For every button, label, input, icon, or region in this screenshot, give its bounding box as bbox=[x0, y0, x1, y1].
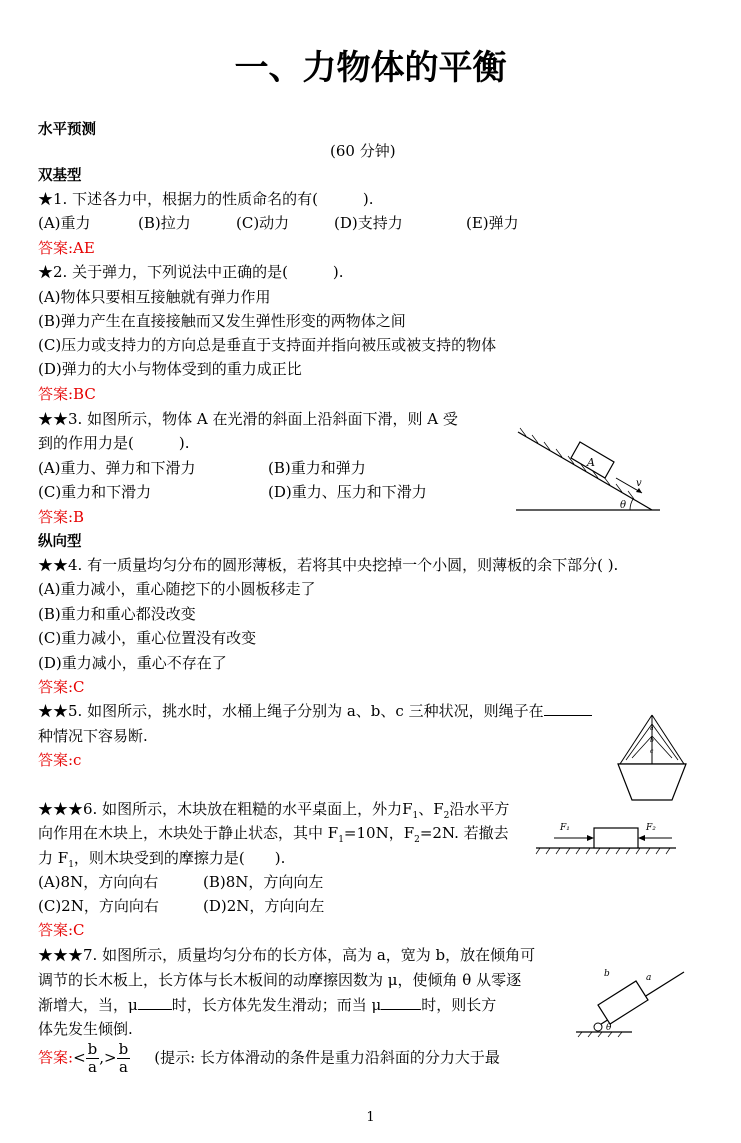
block-label-f2: F₂ bbox=[646, 823, 656, 833]
q2-stem: ★2. 关于弹力，下列说法中正确的是( ). bbox=[38, 263, 344, 281]
q3-option-d: (D)重力、压力和下滑力 bbox=[268, 483, 427, 501]
bucket-label-a: a bbox=[650, 725, 654, 732]
q7-stem-line2: 调节的长木板上，长方体与长木板间的动摩擦因数为 μ，使倾角 θ 从零逐 bbox=[38, 971, 522, 989]
q4-option-d: (D)重力减小，重心不存在了 bbox=[38, 654, 227, 672]
section-level-heading: 水平预测 bbox=[38, 122, 96, 138]
q5-stem-text: ★★5. 如图所示，挑水时，水桶上绳子分别为 a、b、c 三种状况，则绳子在 bbox=[38, 702, 544, 720]
block-incline-label-b: b bbox=[604, 969, 610, 979]
q7-comma: , bbox=[99, 1048, 105, 1067]
q7-stem3-c: 时，则长方 bbox=[421, 996, 497, 1014]
q6-stem-line2 bbox=[38, 822, 509, 845]
q6-option-b: (B)8N，方向向左 bbox=[203, 873, 324, 891]
q7-stem3-a: 渐增大，当，μ bbox=[38, 996, 138, 1014]
q6-sub-1b: 1 bbox=[338, 835, 344, 845]
q7-hint: (提示: 长方体滑动的条件是重力沿斜面的分力大于最 bbox=[154, 1048, 500, 1067]
q5-answer: 答案:c bbox=[38, 751, 82, 769]
q4-answer: 答案:C bbox=[38, 678, 85, 696]
block-incline-figure bbox=[572, 960, 690, 1040]
q6-stem2-b: =10N，F bbox=[343, 824, 415, 842]
q2-option-b: (B)弹力产生在直接接触而又发生弹性形变的两物体之间 bbox=[38, 312, 406, 330]
bucket-label-c: c bbox=[650, 748, 654, 755]
q3-answer: 答案:B bbox=[38, 508, 85, 526]
block-incline-label-theta: θ bbox=[606, 1023, 612, 1033]
q6-stem3-b: ，则木块受到的摩擦力是( ). bbox=[73, 849, 286, 867]
incline-label-v: v bbox=[636, 478, 642, 489]
bucket-label-b: b bbox=[650, 737, 654, 744]
q2-option-d: (D)弹力的大小与物体受到的重力成正比 bbox=[38, 360, 302, 378]
q7-fraction-1 bbox=[86, 1041, 100, 1076]
q6-sub-1c: 1 bbox=[68, 860, 74, 870]
q6-stem1-c: 沿水平方 bbox=[449, 800, 510, 818]
block-forces-figure bbox=[534, 812, 678, 856]
q1-answer: 答案:AE bbox=[38, 239, 95, 257]
q6-stem2-c: =2N. 若撤去 bbox=[419, 824, 509, 842]
q7-frac2-den: a bbox=[118, 1058, 128, 1076]
q7-blank-1 bbox=[138, 1008, 172, 1010]
time-limit: (60 分钟) bbox=[330, 142, 396, 160]
q7-blank-2 bbox=[381, 1008, 421, 1010]
q1-stem: ★1. 下述各力中，根据力的性质命名的有( ). bbox=[38, 190, 374, 208]
q7-stem-line1: ★★★7. 如图所示，质量均匀分布的长方体，高为 a，宽为 b，放在倾角可 bbox=[38, 946, 536, 964]
q3-stem-line2: 到的作用力是( ). bbox=[38, 434, 190, 452]
q2-answer: 答案:BC bbox=[38, 385, 96, 403]
q7-answer bbox=[38, 1041, 500, 1076]
q6-option-a: (A)8N，方向向右 bbox=[38, 873, 159, 891]
q6-stem1-b: 、F bbox=[418, 800, 444, 818]
q6-sub-2b: 2 bbox=[414, 835, 420, 845]
q7-frac1-den: a bbox=[87, 1058, 97, 1076]
q6-sub-2a: 2 bbox=[443, 811, 450, 821]
q1-option-d: (D)支持力 bbox=[334, 214, 403, 232]
q7-stem-line4: 体先发生倾倒. bbox=[38, 1020, 133, 1038]
q4-option-c: (C)重力减小，重心位置没有改变 bbox=[38, 629, 257, 647]
incline-label-a: A bbox=[587, 456, 595, 469]
q4-option-b: (B)重力和重心都没改变 bbox=[38, 605, 196, 623]
q4-option-a: (A)重力减小，重心随挖下的小圆板移走了 bbox=[38, 580, 316, 598]
q6-stem1-a: ★★★6. 如图所示，木块放在粗糙的水平桌面上，外力F bbox=[38, 800, 413, 818]
q6-option-c: (C)2N，方向向右 bbox=[38, 897, 159, 915]
section-vertical-heading: 纵向型 bbox=[38, 534, 82, 550]
q5-stem-line2: 种情况下容易断. bbox=[38, 727, 148, 745]
q3-stem-line1: ★★3. 如图所示，物体 A 在光滑的斜面上沿斜面下滑，则 A 受 bbox=[38, 410, 458, 428]
q6-option-d: (D)2N，方向向左 bbox=[203, 897, 325, 915]
q6-stem3-a: 力 F bbox=[38, 849, 69, 867]
page-number: 1 bbox=[366, 1110, 375, 1125]
q1-option-e: (E)弹力 bbox=[466, 214, 519, 232]
q5-blank bbox=[544, 714, 592, 716]
section-basic-heading: 双基型 bbox=[38, 168, 82, 184]
q3-option-c: (C)重力和下滑力 bbox=[38, 483, 152, 501]
q1-option-a: (A)重力 bbox=[38, 214, 91, 232]
q2-option-a: (A)物体只要相互接触就有弹力作用 bbox=[38, 288, 271, 306]
q6-stem-line1 bbox=[38, 798, 509, 821]
q7-gt: > bbox=[104, 1048, 117, 1067]
q1-option-b: (B)拉力 bbox=[138, 214, 191, 232]
q1-option-c: (C)动力 bbox=[236, 214, 290, 232]
incline-figure bbox=[512, 422, 662, 516]
q6-sub-1a: 1 bbox=[412, 811, 419, 821]
q6-answer: 答案:C bbox=[38, 921, 85, 939]
q5-stem-line1 bbox=[38, 700, 592, 721]
q6-stem2-a: 向作用在木块上，木块处于静止状态，其中 F bbox=[38, 824, 339, 842]
page-title: 一、力物体的平衡 bbox=[234, 48, 507, 88]
q2-option-c: (C)压力或支持力的方向总是垂直于支持面并指向被压或被支持的物体 bbox=[38, 336, 497, 354]
q7-answer-label: 答案: bbox=[38, 1048, 74, 1067]
q7-stem-line3 bbox=[38, 994, 496, 1015]
q4-stem: ★★4. 有一质量均匀分布的圆形薄板，若将其中央挖掉一个小圆，则薄板的余下部分( ). bbox=[38, 556, 619, 574]
q7-lt: < bbox=[73, 1048, 86, 1067]
incline-label-theta: θ bbox=[620, 500, 627, 511]
q3-option-a: (A)重力、弹力和下滑力 bbox=[38, 459, 196, 477]
q7-stem3-b: 时，长方体先发生滑动；而当 μ bbox=[171, 996, 382, 1014]
bucket-figure bbox=[612, 712, 692, 804]
block-label-f1: F₁ bbox=[560, 823, 570, 833]
q7-frac2-num: b bbox=[118, 1040, 129, 1058]
q3-option-b: (B)重力和弹力 bbox=[268, 459, 366, 477]
q6-stem-line3 bbox=[38, 847, 285, 870]
q7-frac1-num: b bbox=[87, 1040, 98, 1058]
q7-fraction-2 bbox=[117, 1041, 131, 1076]
block-incline-label-a: a bbox=[646, 973, 652, 983]
